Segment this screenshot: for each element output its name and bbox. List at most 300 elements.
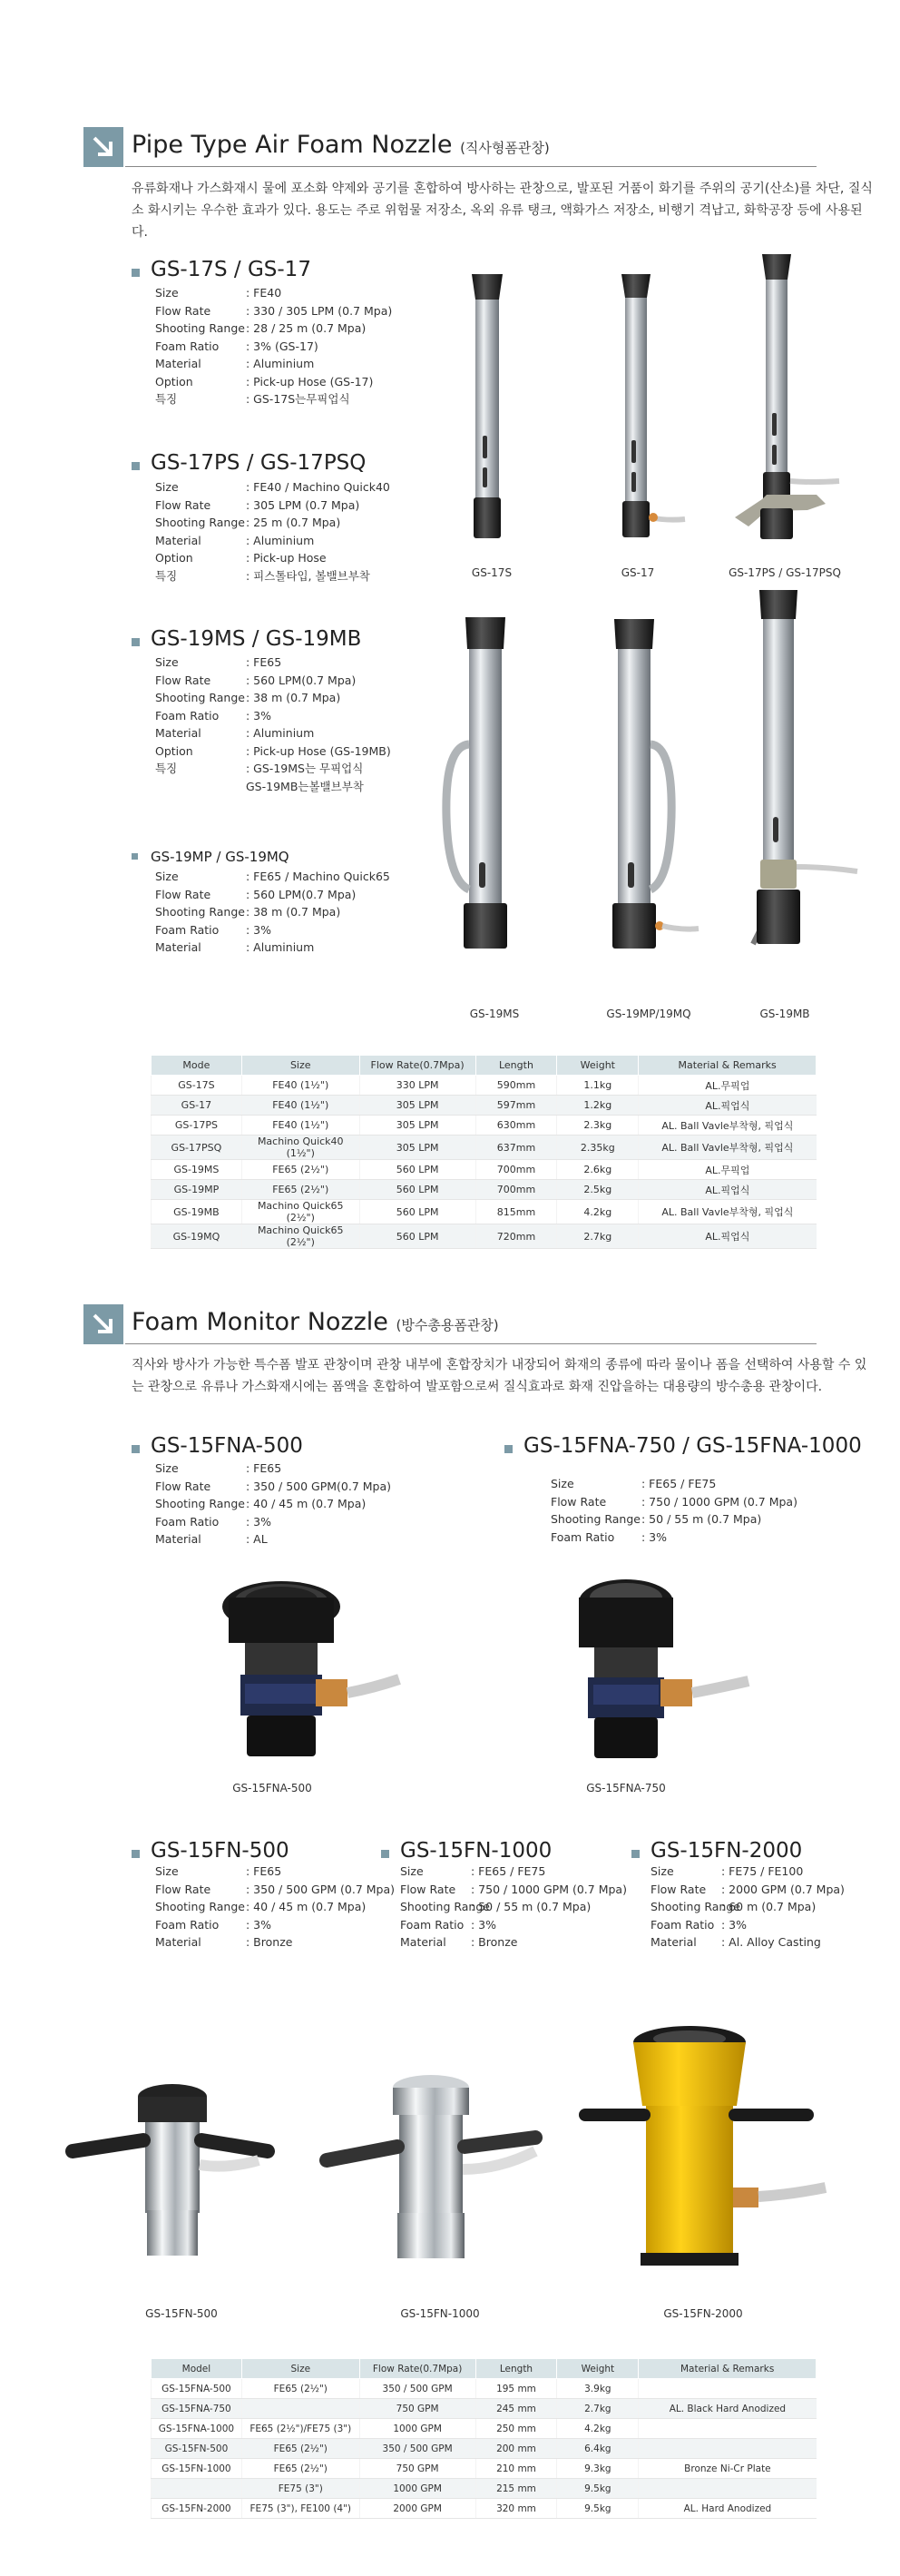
pipe-spec-table [151, 1055, 817, 1249]
spec-row [155, 1916, 395, 1934]
spec-label: Flow Rate [651, 1882, 707, 1896]
spec-row [155, 390, 392, 408]
spec-value: : Aluminium [246, 357, 315, 370]
model-title: GS-17PS / GS-17PSQ [151, 451, 367, 475]
table-cell: GS-15FN-2000 [152, 2499, 242, 2519]
spec-row [155, 320, 392, 338]
table-header: Mode [152, 1056, 242, 1076]
caption: GS-15FN-1000 [400, 2307, 480, 2320]
table-cell: 1.1kg [557, 1076, 639, 1096]
divider [125, 1343, 817, 1344]
spec-row [155, 1530, 391, 1549]
nozzle-gs-15fn-2000 [585, 2026, 826, 2266]
spec-row [155, 742, 391, 761]
spec-value: GS-19MB는볼밸브부착 [246, 779, 364, 793]
spec-row [155, 1898, 395, 1916]
spec-label: Foam Ratio [155, 1917, 220, 1932]
table-cell: GS-19MB [152, 1200, 242, 1224]
section-title-pipe: Pipe Type Air Foam Nozzle (직사형폼관창) [132, 131, 550, 159]
table-cell: 9.5kg [557, 2499, 639, 2519]
spec-row [155, 724, 391, 742]
spec-row [155, 903, 390, 921]
spec-label: Flow Rate [551, 1494, 607, 1509]
spec-value: : FE40 [246, 286, 282, 300]
spec-value: : 50 / 55 m (0.7 Mpa) [641, 1512, 762, 1526]
spec-label: Shooting Range [551, 1512, 641, 1526]
spec-value: : Aluminium [246, 726, 315, 740]
table-row [152, 1116, 817, 1136]
table-cell [152, 2479, 242, 2499]
spec-value: : 330 / 305 LPM (0.7 Mpa) [246, 303, 393, 318]
spec-value: : 25 m (0.7 Mpa) [246, 516, 341, 529]
spec-label: Option [155, 743, 193, 758]
spec-value: : AL [246, 1532, 268, 1546]
caption: GS-15FN-500 [145, 2307, 218, 2320]
model-title: GS-15FNA-500 [151, 1434, 303, 1458]
arrow-icon [83, 127, 123, 167]
table-cell: AL. Hard Anodized [639, 2499, 817, 2519]
table-cell: 250 mm [475, 2419, 557, 2439]
spec-label: Size [155, 286, 179, 300]
table-cell: FE65 (2½")/FE75 (3") [241, 2419, 359, 2439]
spec-row [155, 514, 390, 532]
spec-label: Size [155, 870, 179, 883]
spec-row [155, 567, 390, 585]
table-cell: GS-15FN-1000 [152, 2459, 242, 2479]
caption: GS-19MS [469, 1008, 520, 1020]
spec-value: : Aluminium [246, 533, 315, 547]
spec-label: Size [155, 655, 179, 669]
section-icon-monitor [83, 1304, 123, 1344]
spec-value: : 2000 GPM (0.7 Mpa) [721, 1882, 845, 1896]
table-cell: 630mm [475, 1116, 557, 1136]
spec-row [155, 778, 391, 796]
spec-label: Foam Ratio [155, 922, 220, 937]
spec-value: : 3% [246, 922, 272, 937]
caption: GS-19MB [759, 1008, 810, 1020]
model-title: GS-17S / GS-17 [151, 258, 311, 281]
spec-label: Size [155, 480, 179, 494]
bullet [132, 1445, 140, 1453]
table-row [152, 2479, 817, 2499]
spec-value: : 750 / 1000 GPM (0.7 Mpa) [641, 1494, 797, 1509]
spec-value: : 350 / 500 GPM (0.7 Mpa) [246, 1882, 396, 1896]
bullet [132, 269, 140, 277]
table-cell: GS-15FNA-500 [152, 2379, 242, 2399]
table-cell: 195 mm [475, 2379, 557, 2399]
spec-row [155, 1478, 391, 1496]
pipe-nozzle-images-top [449, 254, 857, 563]
spec-label [155, 778, 246, 796]
table-header: Weight [557, 2359, 639, 2379]
table-cell: FE75 (3"), FE100 (4") [241, 2499, 359, 2519]
table-cell: 720mm [475, 1224, 557, 1249]
spec-value: : 피스톨타입, 볼밸브부착 [246, 568, 370, 583]
spec-value: : 350 / 500 GPM(0.7 Mpa) [246, 1479, 392, 1493]
spec-label: Material [155, 533, 201, 547]
caption: GS-15FNA-750 [586, 1782, 666, 1794]
monitor-fn-images [64, 2015, 862, 2306]
spec-row [155, 497, 390, 515]
pipe-nozzle-images-bottom [435, 590, 862, 980]
spec-list [651, 1863, 845, 1952]
nozzle-gs-17ps [735, 254, 839, 539]
spec-list [400, 1863, 627, 1952]
table-cell: FE65 (2½") [241, 2439, 359, 2459]
spec-value: : FE65 [246, 1461, 282, 1475]
spec-row [551, 1510, 797, 1529]
spec-value: : 560 LPM(0.7 Mpa) [246, 673, 357, 687]
table-cell: GS-19MQ [152, 1224, 242, 1249]
table-cell: 1000 GPM [359, 2419, 475, 2439]
table-cell: 2.7kg [557, 2399, 639, 2419]
spec-row [651, 1933, 845, 1952]
spec-value: : Bronze [246, 1935, 293, 1949]
table-cell: FE40 (1½") [241, 1076, 359, 1096]
spec-value: : FE65 [246, 1864, 282, 1878]
spec-value: : Aluminium [246, 940, 315, 954]
table-cell: 200 mm [475, 2439, 557, 2459]
table-cell: 2.35kg [557, 1136, 639, 1160]
spec-row [155, 302, 392, 320]
table-cell: Machino Quick65 (2½") [241, 1224, 359, 1249]
model-title: GS-19MS / GS-19MB [151, 627, 362, 651]
spec-row [155, 921, 390, 939]
table-row [152, 2459, 817, 2479]
bullet [504, 1445, 513, 1453]
spec-value: : FE65 / Machino Quick65 [246, 870, 390, 883]
nozzle-gs-15fn-500 [73, 2084, 268, 2256]
spec-list [155, 654, 391, 795]
table-cell: AL. Ball Vavle부착형, 픽업식 [639, 1136, 817, 1160]
spec-value: : 3% [641, 1529, 668, 1544]
caption: GS-17 [621, 566, 655, 579]
spec-label: Shooting Range [155, 1900, 245, 1913]
section-icon-pipe [83, 127, 123, 167]
table-cell: 700mm [475, 1180, 557, 1200]
table-cell: AL.무픽업 [639, 1076, 817, 1096]
table-cell: 305 LPM [359, 1096, 475, 1116]
spec-label: Size [551, 1477, 574, 1490]
table-row [152, 2439, 817, 2459]
spec-row [155, 1933, 395, 1952]
caption: GS-17PS / GS-17PSQ [729, 566, 841, 579]
table-cell: GS-17 [152, 1096, 242, 1116]
table-cell: AL. Black Hard Anodized [639, 2399, 817, 2419]
table-cell: 2.5kg [557, 1180, 639, 1200]
spec-label: Material [155, 940, 201, 954]
table-cell: FE65 (2½") [241, 2459, 359, 2479]
table-cell: FE40 (1½") [241, 1096, 359, 1116]
table-cell: 9.5kg [557, 2479, 639, 2499]
table-cell: 3.9kg [557, 2379, 639, 2399]
table-cell: Bronze Ni-Cr Plate [639, 2459, 817, 2479]
spec-value: : 60 m (0.7 Mpa) [721, 1900, 817, 1913]
table-header: Weight [557, 1056, 639, 1076]
spec-label: Foam Ratio [400, 1917, 465, 1932]
spec-label: Foam Ratio [551, 1529, 615, 1544]
table-cell: 560 LPM [359, 1180, 475, 1200]
spec-row [155, 1495, 391, 1513]
spec-value: : FE40 / Machino Quick40 [246, 480, 390, 494]
bullet [132, 1850, 140, 1858]
spec-row [155, 284, 392, 302]
spec-row [651, 1916, 845, 1934]
table-cell: GS-17PS [152, 1116, 242, 1136]
spec-value: : Pick-up Hose [246, 551, 327, 565]
spec-row [155, 478, 390, 497]
spec-row [155, 1513, 391, 1531]
spec-label: Size [400, 1864, 424, 1878]
table-row [152, 2499, 817, 2519]
spec-value: : 40 / 45 m (0.7 Mpa) [246, 1900, 367, 1913]
spec-row [155, 373, 392, 391]
spec-row [155, 1460, 391, 1478]
table-cell: 815mm [475, 1200, 557, 1224]
table-cell: AL.픽업식 [639, 1224, 817, 1249]
spec-row [551, 1529, 797, 1547]
table-cell: GS-15FNA-1000 [152, 2419, 242, 2439]
table-row [152, 1136, 817, 1160]
bullet [132, 853, 138, 860]
table-cell: 2000 GPM [359, 2499, 475, 2519]
table-cell: 560 LPM [359, 1160, 475, 1180]
spec-row [155, 355, 392, 373]
spec-row [400, 1863, 627, 1881]
spec-label: Flow Rate [155, 1479, 211, 1493]
divider [125, 166, 817, 167]
table-header: Material & Remarks [639, 2359, 817, 2379]
table-cell: 4.2kg [557, 1200, 639, 1224]
table-cell: 750 GPM [359, 2459, 475, 2479]
table-cell: 700mm [475, 1160, 557, 1180]
spec-value: : 3% [721, 1917, 748, 1932]
table-cell: FE75 (3") [241, 2479, 359, 2499]
table-cell: AL. Ball Vavle부착형, 픽업식 [639, 1200, 817, 1224]
table-header: Length [475, 1056, 557, 1076]
spec-row [400, 1898, 627, 1916]
spec-row [155, 939, 390, 957]
table-cell: 2.6kg [557, 1160, 639, 1180]
caption: GS-17S [471, 566, 513, 579]
table-cell: GS-17PSQ [152, 1136, 242, 1160]
spec-row [155, 672, 391, 690]
table-header: Size [241, 1056, 359, 1076]
spec-label: Flow Rate [155, 887, 211, 901]
table-header: Length [475, 2359, 557, 2379]
spec-value: : 3% [471, 1917, 497, 1932]
spec-label: Shooting Range [155, 1497, 245, 1510]
table-cell [639, 2479, 817, 2499]
spec-label: Option [155, 551, 193, 565]
table-cell: 637mm [475, 1136, 557, 1160]
table-cell: Machino Quick40 (1½") [241, 1136, 359, 1160]
table-row [152, 2399, 817, 2419]
spec-value: : 38 m (0.7 Mpa) [246, 691, 341, 704]
table-cell: 560 LPM [359, 1224, 475, 1249]
spec-label: Flow Rate [400, 1882, 456, 1896]
table-header: Size [241, 2359, 359, 2379]
table-cell: 215 mm [475, 2479, 557, 2499]
table-cell: 330 LPM [359, 1076, 475, 1096]
section-title-monitor: Foam Monitor Nozzle (방수총용폼관창) [132, 1308, 499, 1336]
table-row [152, 1160, 817, 1180]
spec-label: Shooting Range [651, 1900, 740, 1913]
spec-value: : 3% [246, 1514, 272, 1529]
spec-label: 특징 [155, 568, 178, 583]
nozzle-gs-15fn-1000 [327, 2075, 535, 2258]
table-row [152, 1224, 817, 1249]
nozzle-gs-15fna-750 [579, 1579, 748, 1758]
table-cell: 1000 GPM [359, 2479, 475, 2499]
table-cell: 350 / 500 GPM [359, 2439, 475, 2459]
table-cell: AL.픽업식 [639, 1096, 817, 1116]
spec-value: : 305 LPM (0.7 Mpa) [246, 497, 360, 512]
spec-list [551, 1475, 797, 1546]
spec-row [651, 1863, 845, 1881]
spec-value: : 3% [246, 1917, 272, 1932]
spec-value: : FE75 / FE100 [721, 1864, 804, 1878]
monitor-spec-table [151, 2358, 817, 2519]
table-cell: 320 mm [475, 2499, 557, 2519]
spec-row [155, 532, 390, 550]
spec-value: : GS-17S는무픽업식 [246, 392, 350, 406]
nozzle-gs-17s [472, 274, 503, 538]
table-cell: 6.4kg [557, 2439, 639, 2459]
table-cell: 2.3kg [557, 1116, 639, 1136]
table-cell: GS-15FNA-750 [152, 2399, 242, 2419]
table-header: Flow Rate(0.7Mpa) [359, 1056, 475, 1076]
spec-label: Foam Ratio [155, 1514, 220, 1529]
monitor-intro: 직사와 방사가 가능한 특수폼 발포 관창이며 관창 내부에 혼합장치가 내장되어 화재의 종류에 따라 물이나 폼을 선택하여 사용할 수 있는 관창으로 유류나 가스화재시에는 폼액을 혼합하여 발포함으로써 질식효과로 화재 진압을하는 대용량의 방수총용 관창이다. [132, 1358, 867, 1394]
model-title: GS-15FNA-750 / GS-15FNA-1000 [523, 1434, 862, 1458]
table-header: Flow Rate(0.7Mpa) [359, 2359, 475, 2379]
table-cell: 2.7kg [557, 1224, 639, 1249]
spec-row [651, 1898, 845, 1916]
table-row [152, 1200, 817, 1224]
table-cell: Machino Quick65 (2½") [241, 1200, 359, 1224]
spec-label: Size [155, 1461, 179, 1475]
table-header: Material & Remarks [639, 1056, 817, 1076]
spec-value: : 3% (GS-17) [246, 339, 318, 353]
table-cell: FE40 (1½") [241, 1116, 359, 1136]
table-cell: 305 LPM [359, 1116, 475, 1136]
arrow-icon [83, 1304, 123, 1344]
monitor-fna-images [181, 1561, 762, 1770]
table-cell: 597mm [475, 1096, 557, 1116]
spec-list [155, 868, 390, 957]
model-title: GS-15FN-1000 [400, 1839, 553, 1863]
spec-row [155, 886, 390, 904]
table-row [152, 1076, 817, 1096]
spec-list [155, 1863, 395, 1952]
table-cell: AL. Ball Vavle부착형, 픽업식 [639, 1116, 817, 1136]
spec-value: : Al. Alloy Casting [721, 1935, 821, 1949]
bullet [381, 1850, 389, 1858]
spec-label: 특징 [155, 762, 178, 775]
spec-row [651, 1881, 845, 1899]
caption: GS-15FN-2000 [663, 2307, 743, 2320]
spec-value: : 50 / 55 m (0.7 Mpa) [471, 1900, 592, 1913]
table-cell: 1.2kg [557, 1096, 639, 1116]
spec-label: Flow Rate [155, 497, 211, 512]
bullet [132, 462, 140, 470]
table-cell: 210 mm [475, 2459, 557, 2479]
table-cell: 590mm [475, 1076, 557, 1096]
table-cell: 4.2kg [557, 2419, 639, 2439]
model-title: GS-15FN-2000 [651, 1839, 803, 1863]
spec-label: Flow Rate [155, 1882, 211, 1896]
spec-value: : FE65 / FE75 [471, 1864, 546, 1878]
table-cell: AL.무픽업 [639, 1160, 817, 1180]
table-cell: 750 GPM [359, 2399, 475, 2419]
table-cell: 560 LPM [359, 1200, 475, 1224]
spec-label: Shooting Range [155, 691, 245, 704]
table-cell: 9.3kg [557, 2459, 639, 2479]
table-cell: FE65 (2½") [241, 2379, 359, 2399]
spec-row [155, 338, 392, 356]
spec-list [155, 284, 392, 408]
table-header: Model [152, 2359, 242, 2379]
table-cell: GS-15FN-500 [152, 2439, 242, 2459]
spec-value: : FE65 / FE75 [641, 1477, 717, 1490]
model-title: GS-19MP / GS-19MQ [151, 849, 289, 865]
caption: GS-15FNA-500 [232, 1782, 312, 1794]
spec-row [155, 654, 391, 672]
table-cell: GS-19MS [152, 1160, 242, 1180]
spec-label: Size [155, 1864, 179, 1878]
spec-row [155, 760, 391, 778]
table-row [152, 1096, 817, 1116]
bullet [132, 638, 140, 646]
table-cell: FE65 (2½") [241, 1180, 359, 1200]
table-cell: 350 / 500 GPM [359, 2379, 475, 2399]
pipe-intro: 유류화재나 가스화재시 물에 포소화 약제와 공기를 혼합하여 방사하는 관창으로, 발포된 거품이 화기를 주위의 공기(산소)를 차단, 질식소 화시키는 우수한 효과가 있다. 용도는 주로 위험물 저장소, 옥외 유류 탱크, 액화가스 저장소, 비행기 격납고, 화학공장 등에 사용된다. [132, 182, 873, 240]
spec-label: Foam Ratio [155, 708, 220, 723]
table-cell: GS-17S [152, 1076, 242, 1096]
spec-label: Option [155, 374, 193, 388]
nozzle-gs-19ms [446, 617, 507, 949]
nozzle-gs-17 [621, 274, 685, 537]
table-cell [639, 2379, 817, 2399]
spec-value: : 38 m (0.7 Mpa) [246, 905, 341, 919]
caption: GS-19MP/19MQ [606, 1008, 691, 1020]
spec-value: : 3% [246, 708, 272, 723]
spec-value: : 750 / 1000 GPM (0.7 Mpa) [471, 1882, 627, 1896]
table-cell: 305 LPM [359, 1136, 475, 1160]
table-cell [639, 2439, 817, 2459]
table-row [152, 2419, 817, 2439]
nozzle-gs-15fna-500 [222, 1581, 399, 1756]
spec-label: Foam Ratio [155, 339, 220, 353]
spec-row [155, 868, 390, 886]
spec-row [400, 1933, 627, 1952]
spec-label: Material [651, 1935, 697, 1949]
model-title: GS-15FN-500 [151, 1839, 289, 1863]
spec-label: Material [155, 1935, 201, 1949]
spec-row [400, 1916, 627, 1934]
nozzle-gs-19mb [753, 590, 857, 944]
spec-value: : FE65 [246, 655, 282, 669]
nozzle-gs-19mp [612, 619, 699, 949]
spec-row [400, 1881, 627, 1899]
spec-label: Material [155, 726, 201, 740]
spec-label: Flow Rate [155, 673, 211, 687]
spec-label: Foam Ratio [651, 1917, 715, 1932]
spec-label: 특징 [155, 392, 178, 406]
spec-label: Material [155, 1532, 201, 1546]
table-cell [241, 2399, 359, 2419]
